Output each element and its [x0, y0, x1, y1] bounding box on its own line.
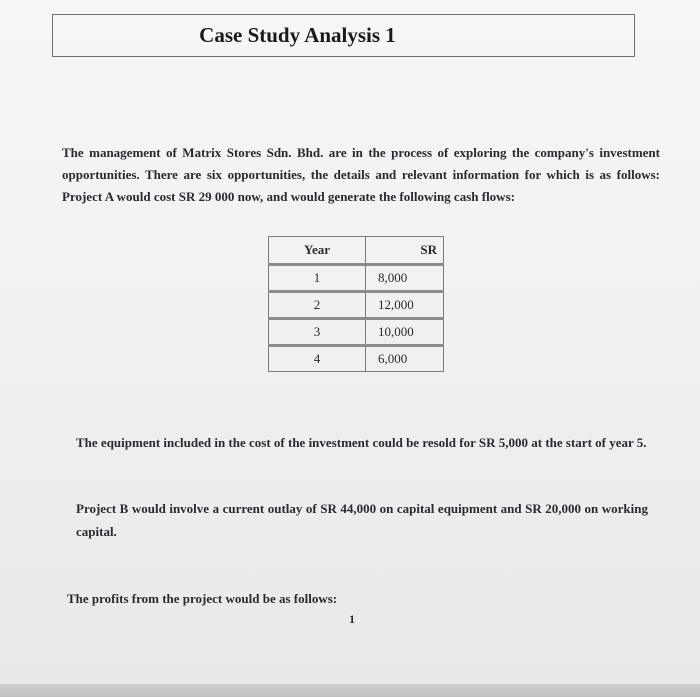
cash-flow-table [268, 236, 444, 372]
table-row [269, 265, 444, 292]
equipment-note: The equipment included in the cost of the investment could be resold for SR 5,000 at the start of year 5. [76, 435, 647, 450]
sr-header: SR [366, 237, 444, 265]
table-row [269, 292, 444, 319]
amount-cell: 10,000 [366, 319, 444, 346]
table-row [269, 319, 444, 346]
intro-paragraph: The management of Matrix Stores Sdn. Bhd. are in the process of exploring the company's investment opportunities. There are six opportunities, the details and relevant information for which is as follows: Project A would cost SR 29 000 now, and would generate the following cash flows: [62, 145, 660, 204]
year-cell: 1 [269, 265, 366, 292]
year-header: Year [269, 237, 366, 265]
amount-cell: 12,000 [366, 292, 444, 319]
year-cell: 4 [269, 346, 366, 372]
page-bottom-edge [0, 684, 700, 697]
title-box [52, 14, 635, 57]
table-row [269, 346, 444, 372]
year-cell: 2 [269, 292, 366, 319]
year-cell: 3 [269, 319, 366, 346]
page-number: 1 [349, 612, 355, 626]
page-title: Case Study Analysis 1 [199, 23, 396, 47]
project-b-paragraph: Project B would involve a current outlay of SR 44,000 on capital equipment and SR 20,000 on working capital. [76, 501, 648, 539]
table-header-row [269, 237, 444, 265]
amount-cell: 6,000 [366, 346, 444, 372]
profits-intro: The profits from the project would be as follows: [67, 591, 338, 606]
amount-cell: 8,000 [366, 265, 444, 292]
